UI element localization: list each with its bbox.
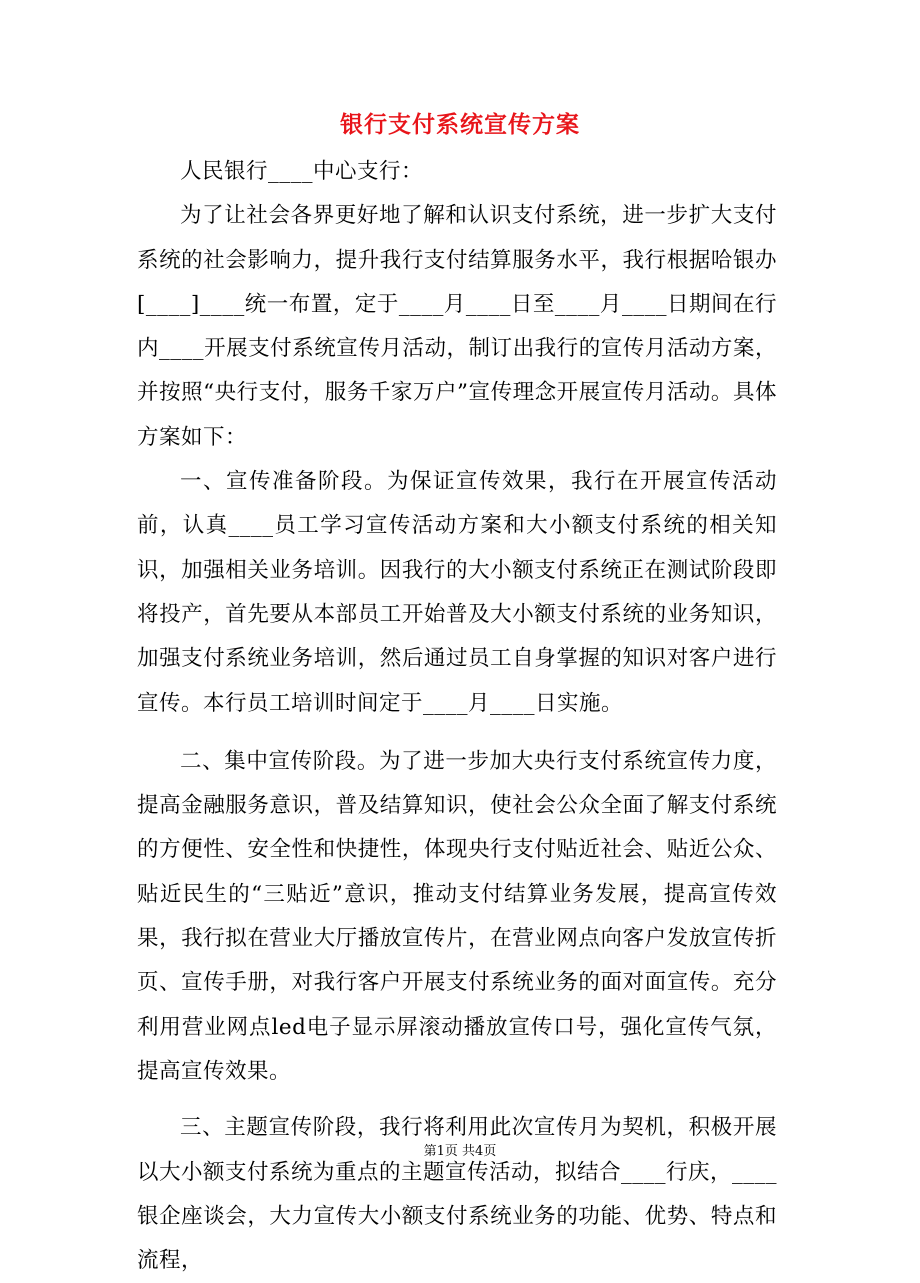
paragraph-section-3: 三、主题宣传阶段，我行将利用此次宣传月为契机，积极开展以大小额支付系统为重点的主题宣传活动，拟结合____行庆，____银企座谈会，大力宣传大小额支付系统业务的功能、优势、特点和流程， xyxy=(137,1115,778,1274)
paragraph-intro: 为了让社会各界更好地了解和认识支付系统，进一步扩大支付系统的社会影响力，提升我行支付结算服务水平，我行根据哈银办[____]____统一布置，定于____月____日至____月____日期间在行内____开展支付系统宣传月活动，制订出我行的宣传月活动方案，并按照“央行支付，服务千家万户”宣传理念开展宣传月活动。具体方案如下： xyxy=(137,203,777,450)
page-footer: 第1页 共4页 xyxy=(423,1144,497,1159)
salutation: 人民银行____中心支行： xyxy=(180,159,424,184)
paragraph-section-2: 二、集中宣传阶段。为了进一步加大央行支付系统宣传力度，提高金融服务意识，普及结算知识，使社会公众全面了解支付系统的方便性、安全性和快捷性，体现央行支付贴近社会、贴近公众、贴近民生的“三贴近”意识，推动支付结算业务发展，提高宣传效果，我行拟在营业大厅播放宣传片，在营业网点向客户发放宣传折页、宣传手册，对我行客户开展支付系统业务的面对面宣传。充分利用营业网点led电子显示屏滚动播放宣传口号，强化宣传气氛，提高宣传效果。 xyxy=(137,748,777,1084)
document-body xyxy=(137,150,777,1283)
document-title: 银行支付系统宣传方案 xyxy=(340,111,580,138)
paragraph-section-1: 一、宣传准备阶段。为保证宣传效果，我行在开展宣传活动前，认真____员工学习宣传活动方案和大小额支付系统的相关知识，加强相关业务培训。因我行的大小额支付系统正在测试阶段即将投产，首先要从本部员工开始普及大小额支付系统的业务知识，加强支付系统业务培训，然后通过员工自身掌握的知识对客户进行宣传。本行员工培训时间定于____月____日实施。 xyxy=(137,469,777,716)
